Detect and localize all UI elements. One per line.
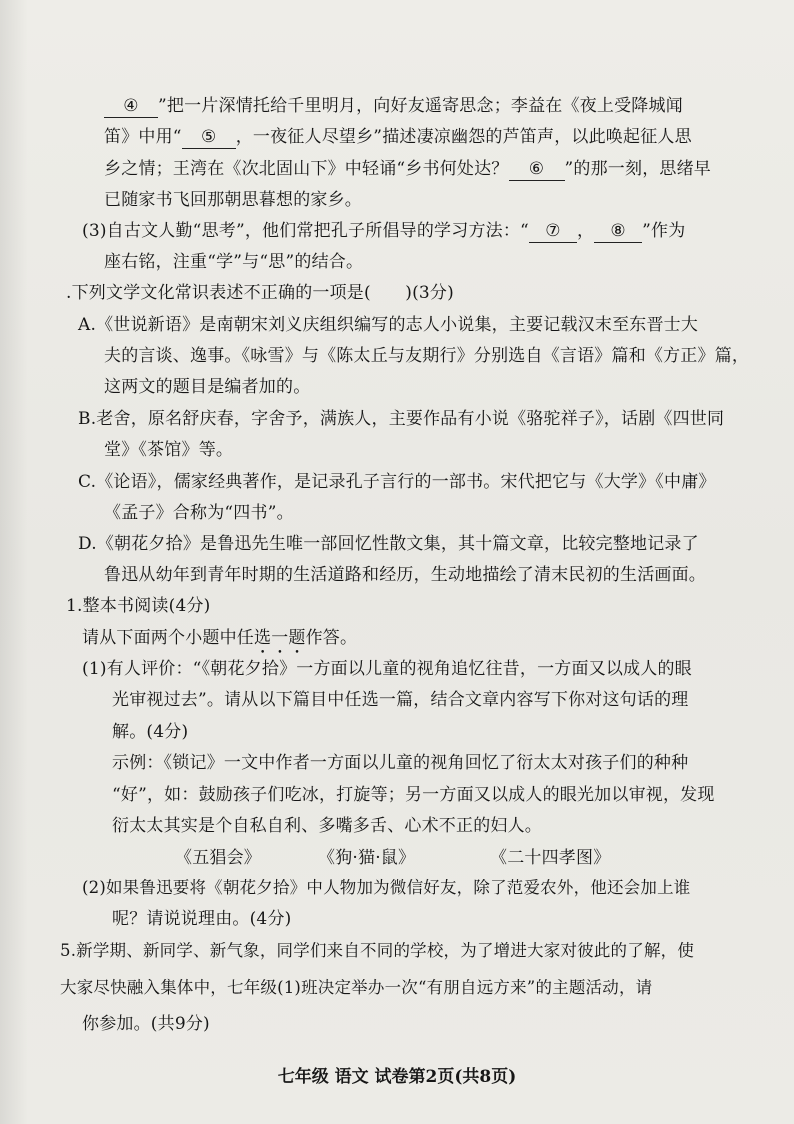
blank-5: ⑤ <box>182 126 236 149</box>
question-3-line-1: (3)自古文人勤“思考”，他们常把孔子所倡导的学习方法：“ ⑦ ， ⑧ ”作为 <box>82 221 686 241</box>
option-d-line-1: D.《朝花夕拾》是鲁迅先生唯一部回忆性散文集，其十篇文章，比较完整地记录了 <box>78 534 699 554</box>
essay-title-3: 《二十四孝图》 <box>490 848 611 868</box>
reading-instruction: 请从下面两个小题中任选一题作答。 <box>82 628 358 648</box>
essay-title-1: 《五猖会》 <box>175 848 261 868</box>
option-b-line-1: B.老舍，原名舒庆春，字舍予，满族人，主要作品有小说《骆驼祥子》，话剧《四世同 <box>78 409 725 429</box>
emphasized-text: 选一题 <box>254 628 306 648</box>
poem-line-3: 乡之情；王湾在《次北固山下》中轻诵“乡书何处达？ ⑥ ”的那一刻，思绪早 <box>104 159 711 179</box>
sub-question-1-line-3: 解。(4分) <box>112 722 189 742</box>
example-line-2: “好”，如：鼓励孩子们吃冰，打旋等；另一方面又以成人的眼光加以审视，发现 <box>112 785 715 805</box>
activity-question-line-1: 5.新学期、新同学、新气象，同学们来自不同的学校，为了增进大家对彼此的了解，使 <box>60 941 695 960</box>
option-d-line-2: 鲁迅从幼年到青年时期的生活道路和经历，生动地描绘了清末民初的生活画面。 <box>104 565 706 585</box>
option-c-line-2: 《孟子》合称为“四书”。 <box>104 503 294 523</box>
poem-line-4: 已随家书飞回那朝思暮想的家乡。 <box>104 190 362 210</box>
sub-question-1-line-2: 光审视过去”。请从以下篇目中任选一篇，结合文章内容写下你对这句话的理 <box>112 690 689 710</box>
activity-question-line-2: 大家尽快融入集体中，七年级(1)班决定举办一次“有朋自远方来”的主题活动，请 <box>60 978 653 997</box>
activity-question-line-3: 你参加。(共9分) <box>82 1014 210 1034</box>
option-a-line-1: A.《世说新语》是南朝宋刘义庆组织编写的志人小说集，主要记载汉末至东晋士大 <box>78 315 699 335</box>
page-footer: 七年级 语文 试卷第2页(共8页) <box>277 1067 517 1087</box>
example-line-3: 衍太太其实是个自私自利、多嘴多舌、心术不正的妇人。 <box>112 816 542 836</box>
question-3-line-2: 座右铭，注重“学”与“思”的结合。 <box>104 252 364 272</box>
blank-7: ⑦ <box>529 220 577 243</box>
blank-6: ⑥ <box>509 158 565 181</box>
example-line-1: 示例：《锁记》一文中作者一方面以儿童的视角回忆了衍太太对孩子们的种种 <box>112 753 689 773</box>
option-a-line-2: 夫的言谈、逸事。《咏雪》与《陈太丘与友期行》分别选自《言语》篇和《方正》篇， <box>104 346 750 366</box>
reading-question-stem: 1.整本书阅读(4分) <box>66 596 211 616</box>
literature-question-stem: .下列文学文化常识表述不正确的一项是( )(3分) <box>66 283 454 303</box>
blank-4: ④ <box>104 95 158 118</box>
option-c-line-1: C.《论语》，儒家经典著作，是记录孔子言行的一部书。宋代把它与《大学》《中庸》 <box>78 472 716 492</box>
poem-line-1: ④ ”把一片深情托给千里明月，向好友遥寄思念；李益在《夜上受降城闻 <box>104 93 683 119</box>
blank-8: ⑧ <box>594 220 642 243</box>
sub-question-1-line-1: (1)有人评价：“《朝花夕拾》一方面以儿童的视角追忆往昔，一方面又以成人的眼 <box>82 659 692 679</box>
option-b-line-2: 堂》《茶馆》等。 <box>104 440 234 460</box>
poem-line-2: 笛》中用“ ⑤ ，一夜征人尽望乡”描述凄凉幽怨的芦笛声，以此唤起征人思 <box>104 127 692 147</box>
sub-question-2-line-1: (2)如果鲁迅要将《朝花夕拾》中人物加为微信好友，除了范爱农外，他还会加上谁 <box>82 878 691 897</box>
option-a-line-3: 这两文的题目是编者加的。 <box>104 377 311 397</box>
sub-question-2-line-2: 呢？请说说理由。(4分) <box>112 909 292 929</box>
scan-shadow <box>0 0 28 1124</box>
essay-title-2: 《狗·猫·鼠》 <box>318 848 416 868</box>
